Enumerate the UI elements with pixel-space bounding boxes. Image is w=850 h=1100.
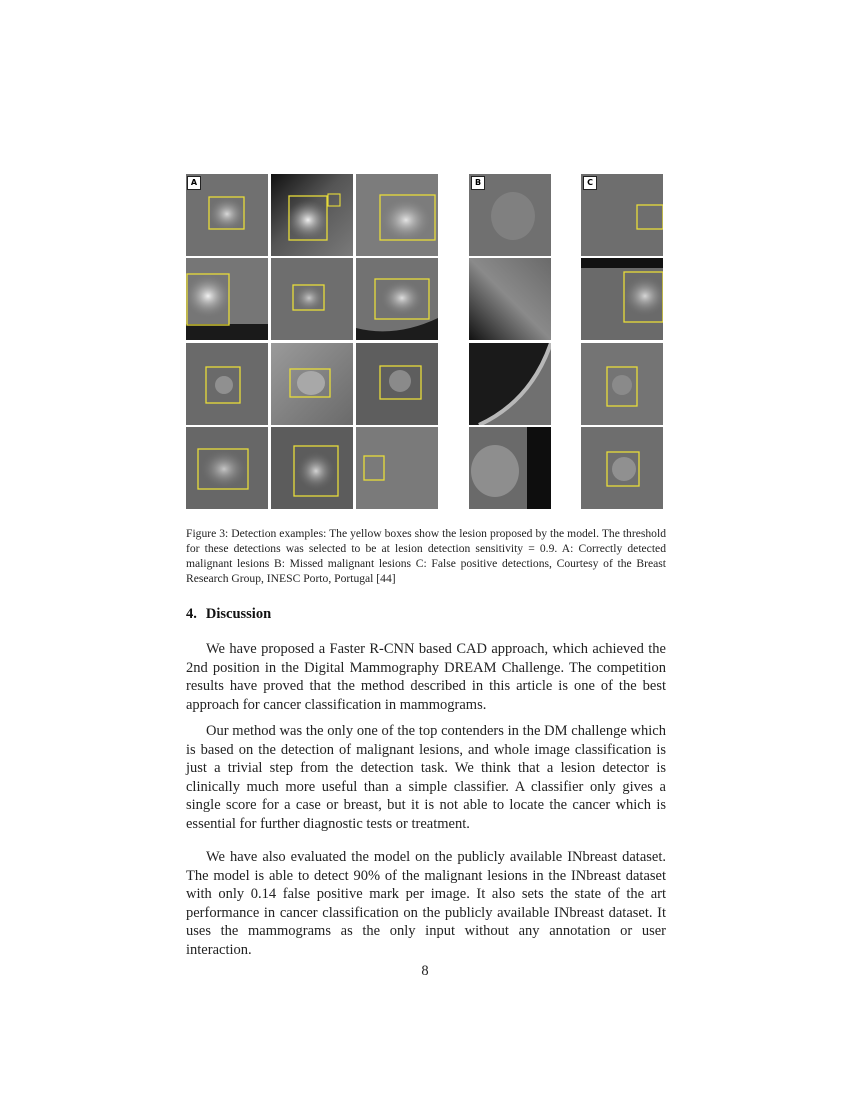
mammogram-tile — [581, 258, 663, 340]
mammogram-tile — [469, 427, 551, 509]
body-paragraph: We have also evaluated the model on the publicly available INbreast dataset. The model is able to detect 90% of the malignant lesions in the INbreast dataset with only 0.14 false positive mark per image. It also sets the state of the art performance in cancer classification on the publicly available INbreast dataset. It uses the mammograms as the only input without any annotation or user interaction. — [186, 849, 666, 958]
panel-label-a: A — [187, 176, 201, 190]
body-paragraph: We have proposed a Faster R-CNN based CAD approach, which achieved the 2nd position in the Digital Mammography DREAM Challenge. The competition results have proved that the method described in this article is one of the best approach for cancer classification in mammograms. — [186, 641, 666, 713]
mammogram-tile — [356, 427, 438, 509]
mammogram-tile — [469, 343, 551, 425]
mammogram-tile — [271, 258, 353, 340]
mammogram-tile — [581, 427, 663, 509]
mammogram-tile — [271, 174, 353, 256]
mammogram-tile — [356, 343, 438, 425]
panel-label-b: B — [471, 176, 485, 190]
panel-label-c: C — [583, 176, 597, 190]
detection-examples-figure — [0, 0, 850, 520]
mammogram-tile — [186, 427, 268, 509]
mammogram-tile — [356, 174, 438, 256]
mammogram-tile — [271, 427, 353, 509]
mammogram-tile — [186, 343, 268, 425]
body-paragraph: Our method was the only one of the top contenders in the DM challenge which is based on the detection of malignant lesions, and whole image classification is just a trivial step from the detection task. We think that a lesion detector is clinically much more useful than a simple classifier. A classifier only gives a single score for a case or breast, but it is not able to locate the cancer which is essential for further diagnostic tests or treatment. — [186, 723, 666, 832]
mammogram-tile — [581, 343, 663, 425]
figure-caption: Figure 3: Detection examples: The yellow boxes show the lesion proposed by the model. The threshold for these detections was selected to be at lesion detection sensitivity = 0.9. A: Correctly detected malignant lesions B: Missed malignant lesions C: False positive detections, Courtesy of the Breast Research Group, INESC Porto, Portugal [44] — [186, 527, 666, 585]
mammogram-tile — [186, 258, 268, 340]
section-heading — [186, 606, 271, 623]
page-number: 8 — [421, 963, 429, 979]
mammogram-tile — [469, 258, 551, 340]
section-title: Discussion — [205, 606, 272, 622]
section-number: 4. — [186, 606, 197, 622]
mammogram-tile — [271, 343, 353, 425]
mammogram-tile — [356, 258, 438, 340]
